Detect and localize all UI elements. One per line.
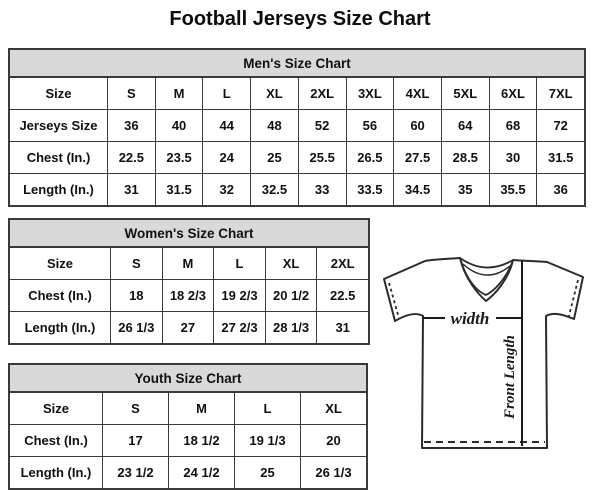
table-row [10, 424, 366, 456]
table-row [10, 78, 584, 109]
mens-size-chart-table [8, 48, 586, 207]
table-cell: XL [265, 248, 317, 279]
table-cell: 2XL [298, 78, 346, 109]
table-cell: 4XL [393, 78, 441, 109]
table-cell: 17 [102, 425, 168, 456]
front-length-label: Front Length [502, 335, 518, 419]
table-cell: 20 [300, 425, 366, 456]
table-row [10, 456, 366, 488]
table-cell: 32 [202, 174, 250, 205]
table-row [10, 248, 368, 279]
table-cell: 27 2/3 [213, 312, 265, 343]
table-cell: 26 1/3 [110, 312, 162, 343]
table-cell: 23 1/2 [102, 457, 168, 488]
table-cell: 24 [202, 142, 250, 173]
row-header-cell: Chest (In.) [28, 288, 92, 303]
table-cell: 24 1/2 [168, 457, 234, 488]
mens-size-chart-body [10, 78, 584, 205]
table-cell: S [107, 78, 155, 109]
table-cell: S [110, 248, 162, 279]
table-cell: 52 [298, 110, 346, 141]
jersey-measurement-diagram [375, 215, 600, 465]
row-header-cell: Jerseys Size [19, 118, 98, 133]
table-row [10, 109, 584, 141]
table-cell: 18 [110, 280, 162, 311]
table-cell: 28 1/3 [265, 312, 317, 343]
table-cell: 25 [250, 142, 298, 173]
mens-size-chart-title: Men's Size Chart [10, 50, 584, 78]
row-header-cell: Length (In.) [24, 320, 96, 335]
table-cell: 33.5 [346, 174, 394, 205]
table-cell: 27 [162, 312, 214, 343]
table-cell: 32.5 [250, 174, 298, 205]
table-cell: L [213, 248, 265, 279]
womens-size-chart-table [8, 218, 370, 345]
table-cell: 18 2/3 [162, 280, 214, 311]
table-cell: 31.5 [155, 174, 203, 205]
row-header-cell: Length (In.) [20, 465, 92, 480]
table-cell: S [102, 393, 168, 424]
table-row [10, 393, 366, 424]
row-header-cell: Chest (In.) [26, 150, 91, 165]
table-cell: 31 [107, 174, 155, 205]
table-row [10, 279, 368, 311]
table-cell: 30 [489, 142, 537, 173]
table-cell: L [202, 78, 250, 109]
table-cell: 19 1/3 [234, 425, 300, 456]
table-cell: XL [250, 78, 298, 109]
collar-back-arc [460, 258, 513, 268]
table-cell: 36 [107, 110, 155, 141]
table-cell: 72 [536, 110, 584, 141]
table-cell: 22.5 [107, 142, 155, 173]
womens-size-chart-body [10, 248, 368, 343]
row-header-cell: Size [45, 86, 72, 101]
table-cell: 34.5 [393, 174, 441, 205]
table-cell: M [168, 393, 234, 424]
table-cell: L [234, 393, 300, 424]
table-cell: 25.5 [298, 142, 346, 173]
table-row [10, 141, 584, 173]
table-cell: 31.5 [536, 142, 584, 173]
table-cell: 7XL [536, 78, 584, 109]
row-header-cell: Length (In.) [23, 182, 94, 197]
table-cell: 6XL [489, 78, 537, 109]
table-cell: 40 [155, 110, 203, 141]
table-cell: 26.5 [346, 142, 394, 173]
table-cell: 5XL [441, 78, 489, 109]
table-cell: 31 [316, 312, 368, 343]
table-cell: 36 [536, 174, 584, 205]
youth-size-chart-title: Youth Size Chart [10, 365, 366, 393]
table-cell: 18 1/2 [168, 425, 234, 456]
table-cell: 2XL [316, 248, 368, 279]
jersey-outline [384, 258, 583, 448]
youth-size-chart-table [8, 363, 368, 490]
row-header-cell: Size [46, 256, 73, 271]
table-cell: 56 [346, 110, 394, 141]
table-cell: 35 [441, 174, 489, 205]
page-title: Football Jerseys Size Chart [169, 8, 431, 30]
table-cell: 27.5 [393, 142, 441, 173]
table-cell: 60 [393, 110, 441, 141]
table-cell: 35.5 [489, 174, 537, 205]
table-cell: 20 1/2 [265, 280, 317, 311]
table-cell: 26 1/3 [300, 457, 366, 488]
table-cell: 3XL [346, 78, 394, 109]
table-cell: 28.5 [441, 142, 489, 173]
table-cell: 68 [489, 110, 537, 141]
row-header-cell: Chest (In.) [24, 433, 88, 448]
table-cell: M [162, 248, 214, 279]
table-cell: XL [300, 393, 366, 424]
table-cell: 44 [202, 110, 250, 141]
table-cell: 64 [441, 110, 489, 141]
table-cell: 19 2/3 [213, 280, 265, 311]
width-label: width [450, 309, 490, 328]
table-cell: 23.5 [155, 142, 203, 173]
table-cell: M [155, 78, 203, 109]
table-cell: 22.5 [316, 280, 368, 311]
table-cell: 33 [298, 174, 346, 205]
table-cell: 25 [234, 457, 300, 488]
table-row [10, 173, 584, 205]
table-row [10, 311, 368, 343]
womens-size-chart-title: Women's Size Chart [10, 220, 368, 248]
table-cell: 48 [250, 110, 298, 141]
youth-size-chart-body [10, 393, 366, 488]
row-header-cell: Size [42, 401, 69, 416]
